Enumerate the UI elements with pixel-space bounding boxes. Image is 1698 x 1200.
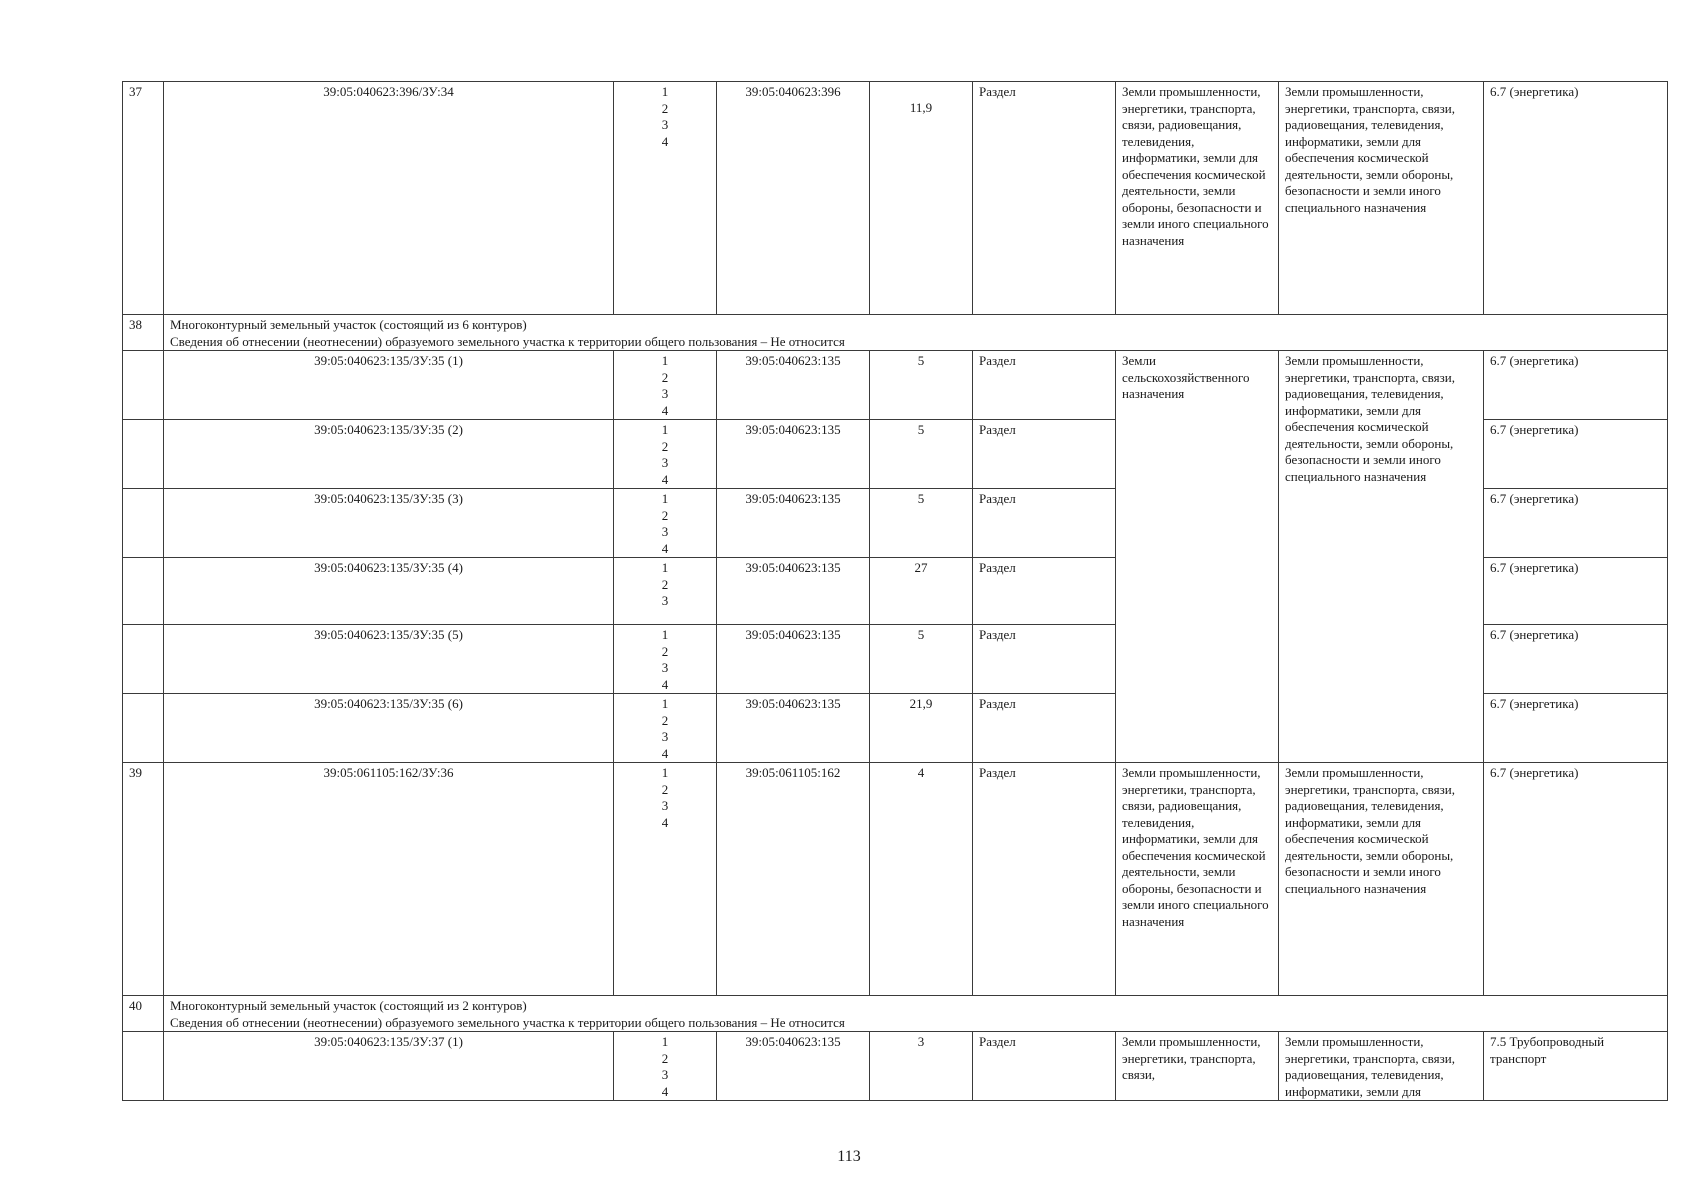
table-row — [123, 1032, 1668, 1101]
permitted-use: 7.5 Трубопроводный транспорт — [1484, 1032, 1668, 1101]
multi-contour-title: Многоконтурный земельный участок (состоящий из 2 контуров) — [170, 998, 527, 1013]
point-number: 2 — [661, 507, 669, 523]
group-header-row — [123, 315, 1668, 351]
plot-area: 5 — [870, 420, 973, 489]
permitted-use: 6.7 (энергетика) — [1484, 694, 1668, 763]
point-number: 3 — [661, 386, 669, 401]
table-row — [123, 82, 1668, 315]
point-numbers — [614, 1032, 717, 1101]
plot-designation: 39:05:040623:135/ЗУ:35 (5) — [164, 625, 614, 694]
point-number: 4 — [661, 676, 669, 692]
formation-method: Раздел — [973, 1032, 1116, 1101]
permitted-use: 6.7 (энергетика) — [1484, 763, 1668, 996]
plot-designation: 39:05:040623:135/ЗУ:37 (1) — [164, 1032, 614, 1101]
point-number: 4 — [661, 133, 669, 149]
land-category-new: Земли промышленности, энергетики, транспорта, связи, радиовещания, телевидения, информатики, земли для обеспечения космической деятельности, земли обороны, безопасности и земли иного специального назначения — [1279, 351, 1484, 763]
source-cadastral-number: 39:05:040623:135 — [717, 420, 870, 489]
row-number-empty — [123, 489, 164, 558]
land-category: Земли сельскохозяйственного назначения — [1116, 351, 1279, 763]
plot-designation: 39:05:040623:396/ЗУ:34 — [164, 82, 614, 315]
point-numbers — [614, 489, 717, 558]
point-number: 3 — [661, 593, 669, 608]
formation-method: Раздел — [973, 82, 1116, 315]
row-number-empty — [123, 351, 164, 420]
point-number: 4 — [661, 471, 669, 487]
point-number: 2 — [661, 369, 669, 385]
formation-method: Раздел — [973, 558, 1116, 625]
land-category: Земли промышленности, энергетики, транспорта, связи, — [1116, 1032, 1279, 1101]
source-cadastral-number: 39:05:040623:135 — [717, 625, 870, 694]
point-number: 2 — [661, 576, 669, 592]
point-number: 3 — [661, 524, 669, 539]
plot-designation: 39:05:061105:162/ЗУ:36 — [164, 763, 614, 996]
plot-designation: 39:05:040623:135/ЗУ:35 (6) — [164, 694, 614, 763]
point-number: 2 — [661, 100, 669, 116]
row-number-empty — [123, 694, 164, 763]
point-number: 1 — [661, 696, 669, 711]
point-number: 4 — [661, 745, 669, 761]
plot-area: 5 — [870, 489, 973, 558]
multi-contour-title: Многоконтурный земельный участок (состоящий из 6 контуров) — [170, 317, 527, 332]
row-number-empty — [123, 558, 164, 625]
plot-designation: 39:05:040623:135/ЗУ:35 (2) — [164, 420, 614, 489]
formation-method: Раздел — [973, 625, 1116, 694]
permitted-use: 6.7 (энергетика) — [1484, 82, 1668, 315]
point-number: 1 — [661, 1034, 669, 1049]
permitted-use: 6.7 (энергетика) — [1484, 351, 1668, 420]
point-numbers — [614, 82, 717, 315]
plot-area: 27 — [870, 558, 973, 625]
row-number: 38 — [123, 315, 164, 351]
point-number: 3 — [661, 660, 669, 675]
multi-contour-header — [164, 996, 1668, 1032]
permitted-use: 6.7 (энергетика) — [1484, 625, 1668, 694]
row-number-empty — [123, 420, 164, 489]
point-number: 3 — [661, 455, 669, 470]
row-number-empty — [123, 625, 164, 694]
source-cadastral-number: 39:05:040623:135 — [717, 694, 870, 763]
row-number-empty — [123, 1032, 164, 1101]
land-category: Земли промышленности, энергетики, транспорта, связи, радиовещания, телевидения, информатики, земли для обеспечения космической деятельности, земли обороны, безопасности и земли иного специального назначения — [1116, 763, 1279, 996]
point-numbers — [614, 763, 717, 996]
point-number: 1 — [661, 84, 669, 99]
point-number: 1 — [661, 560, 669, 575]
table-row — [123, 351, 1668, 420]
row-number: 40 — [123, 996, 164, 1032]
source-cadastral-number: 39:05:040623:396 — [717, 82, 870, 315]
plot-designation: 39:05:040623:135/ЗУ:35 (1) — [164, 351, 614, 420]
point-number: 2 — [661, 1050, 669, 1066]
point-number: 1 — [661, 627, 669, 642]
plot-designation: 39:05:040623:135/ЗУ:35 (4) — [164, 558, 614, 625]
point-number: 2 — [661, 712, 669, 728]
point-number: 4 — [661, 1083, 669, 1099]
point-numbers — [614, 351, 717, 420]
group-header-row — [123, 996, 1668, 1032]
source-cadastral-number: 39:05:040623:135 — [717, 351, 870, 420]
permitted-use: 6.7 (энергетика) — [1484, 489, 1668, 558]
point-number: 2 — [661, 643, 669, 659]
plot-area: 5 — [870, 351, 973, 420]
point-number: 1 — [661, 422, 669, 437]
row-number: 37 — [123, 82, 164, 315]
row-number: 39 — [123, 763, 164, 996]
point-number: 3 — [661, 1067, 669, 1082]
page-number: 113 — [837, 1148, 861, 1165]
land-plots-table — [122, 81, 1668, 1101]
point-number: 1 — [661, 765, 669, 780]
source-cadastral-number: 39:05:040623:135 — [717, 558, 870, 625]
formation-method: Раздел — [973, 351, 1116, 420]
source-cadastral-number: 39:05:061105:162 — [717, 763, 870, 996]
plot-area: 3 — [870, 1032, 973, 1101]
plot-area: 11,9 — [870, 82, 973, 315]
point-number: 4 — [661, 402, 669, 418]
source-cadastral-number: 39:05:040623:135 — [717, 489, 870, 558]
point-numbers — [614, 625, 717, 694]
land-category-new: Земли промышленности, энергетики, транспорта, связи, радиовещания, телевидения, информатики, земли для обеспечения космической деятельности, земли обороны, безопасности и земли иного специального назначения — [1279, 763, 1484, 996]
plot-area: 5 — [870, 625, 973, 694]
plot-designation: 39:05:040623:135/ЗУ:35 (3) — [164, 489, 614, 558]
public-use-note: Сведения об отнесении (неотнесении) образуемого земельного участка к территории общего пользования – Не относится — [170, 1014, 845, 1030]
point-number: 3 — [661, 798, 669, 813]
land-category-new: Земли промышленности, энергетики, транспорта, связи, радиовещания, телевидения, информатики, земли для обеспечения космической деятельности, земли обороны, безопасности и земли иного специального назначения — [1279, 82, 1484, 315]
point-number: 2 — [661, 438, 669, 454]
point-number: 3 — [661, 729, 669, 744]
point-number: 4 — [661, 814, 669, 830]
point-number: 2 — [661, 781, 669, 797]
formation-method: Раздел — [973, 694, 1116, 763]
plot-area: 4 — [870, 763, 973, 996]
land-category-new: Земли промышленности, энергетики, транспорта, связи, радиовещания, телевидения, информатики, земли для — [1279, 1032, 1484, 1101]
point-number: 1 — [661, 353, 669, 368]
point-number: 4 — [661, 540, 669, 556]
formation-method: Раздел — [973, 420, 1116, 489]
permitted-use: 6.7 (энергетика) — [1484, 558, 1668, 625]
plot-area: 21,9 — [870, 694, 973, 763]
formation-method: Раздел — [973, 763, 1116, 996]
public-use-note: Сведения об отнесении (неотнесении) образуемого земельного участка к территории общего пользования – Не относится — [170, 333, 845, 349]
point-number: 1 — [661, 491, 669, 506]
multi-contour-header — [164, 315, 1668, 351]
permitted-use: 6.7 (энергетика) — [1484, 420, 1668, 489]
land-category: Земли промышленности, энергетики, транспорта, связи, радиовещания, телевидения, информатики, земли для обеспечения космической деятельности, земли обороны, безопасности и земли иного специального назначения — [1116, 82, 1279, 315]
point-numbers — [614, 694, 717, 763]
point-numbers — [614, 420, 717, 489]
table-row — [123, 763, 1668, 996]
point-number: 3 — [661, 117, 669, 132]
formation-method: Раздел — [973, 489, 1116, 558]
point-numbers — [614, 558, 717, 625]
source-cadastral-number: 39:05:040623:135 — [717, 1032, 870, 1101]
